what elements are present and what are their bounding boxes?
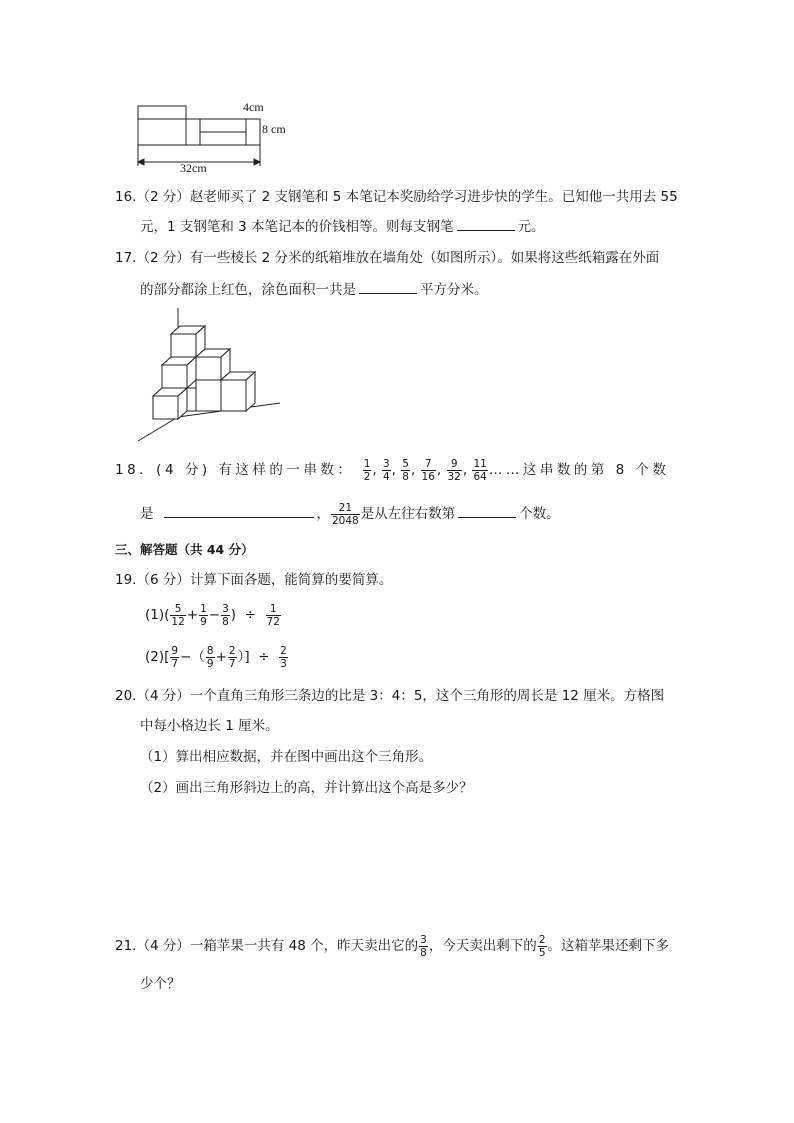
stacked-boxes-figure [134, 305, 284, 445]
q17-line1: 17.（2 分）有一些棱长 2 分米的纸箱堆放在墙角处（如图所示）。如果将这些纸箱露在外面 [115, 250, 660, 266]
q18-answer-blank-2[interactable] [458, 503, 516, 518]
frac-den: 2048 [332, 514, 359, 527]
frac-num: 2 [538, 933, 546, 946]
frac-num: 3 [222, 602, 229, 615]
frac-den: 64 [473, 470, 487, 483]
expr-frac [228, 645, 237, 670]
frac-den: 8 [420, 946, 427, 959]
frac-den: 9 [200, 615, 207, 628]
q21-frac-2 [538, 934, 547, 959]
label-4cm: 4cm [243, 100, 264, 114]
q18-text-b: 是从左往右数第 [360, 506, 456, 522]
expr-frac [279, 645, 288, 670]
frac-den: 7 [228, 657, 236, 670]
q18-text-c: 个数。 [519, 506, 560, 522]
net-diagram-svg [130, 98, 300, 178]
frac-den: 32 [447, 470, 461, 483]
q17-line2 [140, 279, 488, 300]
q17-text-b: 平方分米。 [420, 282, 488, 298]
q21-text-b: ，今天卖出剩下的 [428, 938, 537, 954]
frac-num: 1 [200, 602, 207, 615]
q21-text-c: 。这箱苹果还剩下多 [547, 938, 669, 954]
q18-answer-blank-1[interactable] [164, 503, 314, 518]
frac-den: 16 [421, 470, 435, 483]
q16-text-b: 元。 [517, 219, 545, 235]
frac-num: 2 [228, 644, 236, 657]
frac-den: 3 [280, 657, 287, 670]
q18-sequence-frac [401, 458, 410, 483]
q18-sequence-frac [421, 458, 436, 483]
q19-part1: (1)( $\frac{5}{12}$ + $\frac{1}{9}$ − $\frac{3}{8}$ ) ÷ $\frac{1}{72}$ [145, 602, 280, 628]
label-8cm: 8 cm [262, 122, 286, 136]
label-32cm: 32cm [180, 161, 207, 175]
frac-num: 9 [171, 644, 179, 657]
frac-num: 11 [473, 457, 487, 470]
q20-line1: 20.（4 分）一个直角三角形三条边的比是 3：4：5，这个三角形的周长是 12 厘米。方格图 [115, 688, 665, 704]
net-diagram [130, 98, 300, 178]
frac-den: 5 [538, 946, 546, 959]
q18-sequence-frac [382, 458, 391, 483]
q17-text-a: 的部分都涂上红色，涂色面积一共是 [140, 282, 356, 298]
expr-frac [199, 603, 208, 628]
frac-num: 5 [402, 457, 409, 470]
q18-text-a: 是 [140, 506, 154, 522]
frac-den: 9 [206, 657, 214, 670]
frac-num: 5 [174, 602, 182, 615]
q16-line1: 16.（2 分）赵老师买了 2 支钢笔和 5 本笔记本奖励给学习进步快的学生。已知他一共用去 55 [115, 189, 678, 205]
q21-text-a: 21.（4 分）一箱苹果一共有 48 个，昨天卖出它的 [115, 938, 419, 954]
q20-sub1: （1）算出相应数据，并在图中画出这个三角形。 [140, 749, 433, 765]
stacked-boxes-svg [134, 305, 284, 445]
q16-line2 [140, 216, 545, 237]
expr-frac [206, 645, 215, 670]
q17-answer-blank[interactable] [359, 279, 417, 294]
q18-prefix: 18．(4 分) 有这样的一串数： [115, 462, 355, 478]
expr-frac [170, 603, 185, 628]
frac-num: 3 [420, 933, 427, 946]
frac-den: 2 [363, 470, 371, 483]
q18-suffix: ……这串数的第 8 个数 [488, 462, 670, 478]
frac-num: 2 [280, 644, 287, 657]
frac-num: 21 [338, 501, 353, 514]
q20-sub2: （2）画出三角形斜边上的高，并计算出这个高是多少？ [140, 780, 473, 796]
q19-p1-label: (1) [145, 607, 165, 623]
q16-answer-blank[interactable] [457, 216, 515, 231]
q20-line2: 中每小格边长 1 厘米。 [140, 718, 279, 734]
frac-num: 7 [424, 457, 432, 470]
q19-title: 19.（6 分）计算下面各题，能简算的要简算。 [115, 572, 393, 588]
frac-den: 7 [171, 657, 179, 670]
q18-line1: 18．(4 分) 有这样的一串数： $\frac{1}{2}$ , $\frac{3}{4}$ , $\frac{5}{8}$ , $\frac{7}{16}$ , $\frac{9}{32}$ , $\frac{11}{64}$ ……这串数的第 8 个数 [115, 457, 670, 483]
frac-den: 72 [266, 615, 280, 628]
frac-den: 4 [382, 470, 390, 483]
q21-frac-1 [419, 934, 428, 959]
q21-line2: 少个？ [140, 976, 181, 992]
frac-num: 1 [269, 602, 277, 615]
frac-num: 8 [206, 644, 214, 657]
expr-frac [170, 645, 179, 670]
expr-frac [266, 603, 281, 628]
frac-den: 8 [402, 470, 409, 483]
section-3-heading: 三、解答题（共 44 分） [115, 542, 254, 557]
q19-p2-label: (2) [145, 649, 165, 665]
frac-den: 12 [171, 615, 185, 628]
q16-text-a: 元，1 支钢笔和 3 本笔记本的价钱相等。则每支钢笔 [140, 219, 454, 235]
q18-frac-2048 [331, 502, 360, 527]
frac-den: 8 [222, 615, 229, 628]
q18-sequence-frac [363, 458, 372, 483]
frac-num: 3 [382, 457, 390, 470]
frac-num: 1 [363, 457, 371, 470]
q18-sequence-frac [472, 458, 487, 483]
q21-line1 [115, 930, 669, 962]
q19-part2: (2)[ $\frac{9}{7}$ −（ $\frac{8}{9}$ + $\frac{2}{7}$ ）] ÷ $\frac{2}{3}$ [145, 644, 287, 670]
q18-sequence-frac [447, 458, 462, 483]
q18-line2: 是 ， $\frac{21}{2048}$ 是从左往右数第 个数。 [140, 501, 560, 527]
frac-num: 9 [450, 457, 458, 470]
expr-frac [221, 603, 230, 628]
